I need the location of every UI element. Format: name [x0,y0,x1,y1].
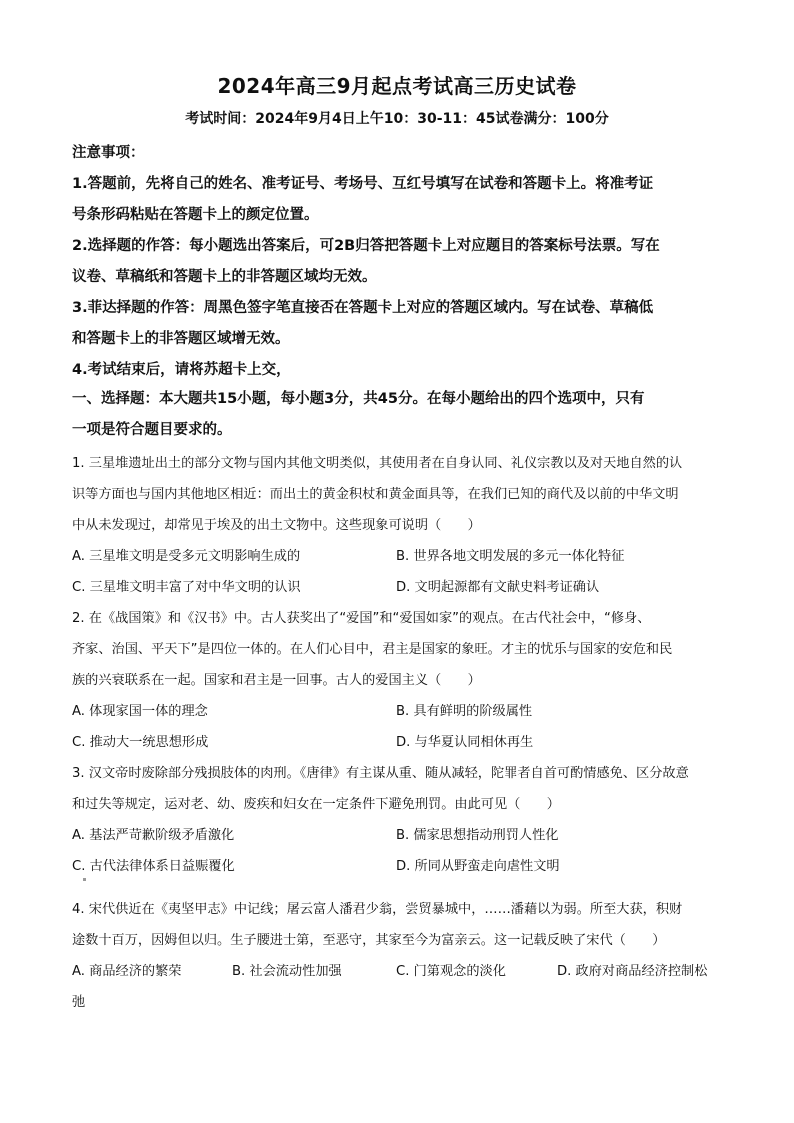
options-row [72,956,728,987]
options-row [72,727,728,758]
note-line: 1.答题前，先将自己的姓名、准考证号、考场号、互红号填写在试卷和答题卡上。将准考证 [72,176,654,192]
options-row [72,541,728,572]
note-line: 2.选择题的作答：每小题选出答案后，可2B归答把答题卡上对应题目的答案标号法票。写在 [72,238,660,254]
options-row [72,851,728,882]
question-text-line: 2. 在《战国策》和《汉书》中。古人获奖出了“爱国”和“爱国如家”的观点。在古代社会中，“修身、 [72,611,651,626]
option-d[interactable]: D. 所同从野蛮走向虐性文明 [396,859,560,874]
option-d[interactable]: D. 与华夏认同相休再生 [396,735,534,750]
question-text-line: 齐家、治国、平天下”是四位一体的。在人们心目中，君主是国家的象旺。才主的忧乐与国家的安危和民 [72,642,673,657]
scan-dot [83,878,86,881]
option-c[interactable]: C. 推动大一统思想形成 [72,735,209,750]
question-1 [72,448,728,603]
option-d-wrap: 弛 [72,995,86,1010]
note-line: 和答题卡上的非答题区域增无效。 [72,331,290,347]
option-b[interactable]: B. 世界各地文明发展的多元一体化特征 [396,549,625,564]
options-row [72,696,728,727]
options-row [72,572,728,603]
option-b[interactable]: B. 儒家思想指动刑罚人性化 [396,828,559,843]
option-d[interactable]: D. 政府对商品经济控制松 [557,964,708,979]
section-heading [72,384,728,446]
page-title: 2024年高三9月起点考试高三历史试卷 [217,74,577,98]
note-line: 3.菲达择题的作答：周黑色签字笔直接否在答题卡上对应的答题区域内。写在试卷、草稿低 [72,300,654,316]
section-heading-line: 一、选择题：本大题共15小题，每小题3分，共45分。在每小题给出的四个选项中，只有 [72,391,645,407]
question-text-line: 识等方面也与国内其他地区相近：而出土的黄金积杖和黄金面具等，在我们已知的商代及以前的中华文明 [72,487,679,502]
option-a[interactable]: A. 体现家国一体的理念 [72,704,208,719]
question-2 [72,603,728,758]
question-text-line: 1. 三星堆遗址出土的部分文物与国内其他文明类似，其使用者在自身认同、礼仪宗教以及对天地自然的认 [72,456,683,471]
question-text-line: 途数十百万，因姆但以归。生子腰进士第，至恶守，其家至今为富亲云。这一记载反映了宋代（ ） [72,933,666,948]
note-line: 议卷、草稿纸和答题卡上的非答题区域均无效。 [72,269,377,285]
question-3 [72,758,728,882]
notes-heading: 注意事项： [72,145,145,161]
option-b[interactable]: B. 社会流动性加强 [232,964,342,979]
notes-block [72,138,728,386]
options-row [72,820,728,851]
option-a[interactable]: A. 三星堆文明是受多元文明影响生成的 [72,549,301,564]
option-c[interactable]: C. 古代法律体系日益赈覆化 [72,859,235,874]
question-text-line: 3. 汉文帝时废除部分残损肢体的肉刑。《唐律》有主谋从重、随从减轻，陀罪者自首可酌情感免、区分故意 [72,766,689,781]
question-4 [72,894,728,1018]
note-line: 4.考试结束后，请将苏超卡上交， [72,362,291,378]
question-text-line: 中从未发现过，却常见于埃及的出土文物中。这些现象可说明（ ） [72,518,481,533]
question-text-line: 和过失等规定，运对老、幼、废疾和妇女在一定条件下避免刑罚。由此可见（ ） [72,797,560,812]
option-a[interactable]: A. 商品经济的繁荣 [72,964,182,979]
option-b[interactable]: B. 具有鲜明的阶级属性 [396,704,533,719]
option-d[interactable]: D. 文明起源都有文献史料考证确认 [396,580,600,595]
option-c[interactable]: C. 门第观念的淡化 [396,964,506,979]
option-c[interactable]: C. 三星堆文明丰富了对中华文明的认识 [72,580,301,595]
exam-time-info: 考试时间：2024年9月4日上午10：30-11：45试卷满分：100分 [185,111,609,127]
question-text-line: 族的兴衰联系在一起。国家和君主是一回事。古人的爱国主义（ ） [72,673,481,688]
question-text-line: 4. 宋代供近在《夷坚甲志》中记线；屠云富人潘君少翁，尝贸暴城中，……潘藉以为弱。所至大获，积财 [72,902,683,917]
note-line: 号条形码粘贴在答题卡上的颜定位置。 [72,207,319,223]
option-a[interactable]: A. 基法严苛歉阶级矛盾激化 [72,828,235,843]
section-heading-line: 一项是符合题目要求的。 [72,422,232,438]
